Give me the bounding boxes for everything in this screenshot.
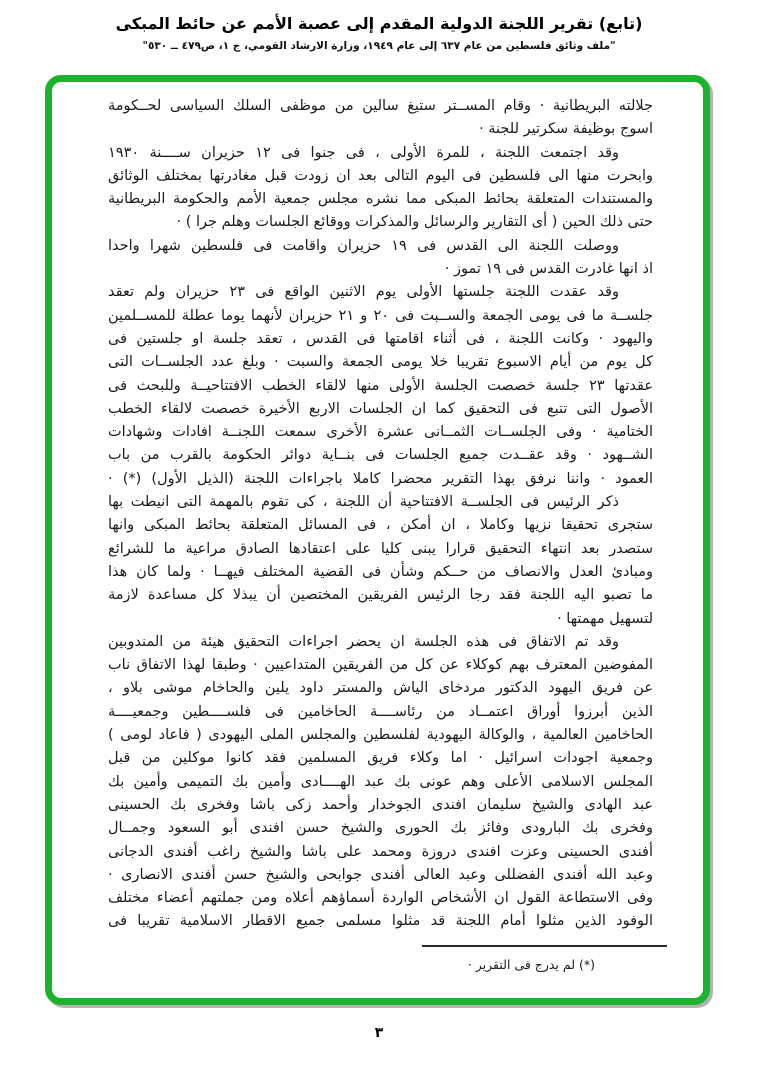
text-line: ما تصبو اليه اللجنة فقد رجا الرئيس الفريقين المختصين أن يبذلا كل مساعدة لازمة	[108, 587, 653, 604]
text-line: وابحرت منها الى فلسطين فى اليوم التالى بعد ان زودت قبل مغادرتها بمختلف الوثائق	[108, 167, 653, 184]
page-title: (تابع) تقرير اللجنة الدولية المقدم إلى عصبة الأمم عن حائط المبكى	[115, 14, 643, 33]
footnote: (*) لم يدرج فى التقرير ·	[467, 956, 595, 972]
paragraph	[108, 142, 653, 235]
text-line: كل يوم من أيام الاسبوع تقريبا خلا يومى الجمعة والسبت · وبلغ عدد الجلســات التى	[108, 354, 653, 371]
text-line: الذين أبرزوا أوراق اعتمــاد من رئاســــة الحاخامين فى فلســــطين وجمعيــــة	[108, 703, 653, 720]
text-line: وفى الاستطاعة القول ان الأشخاص الواردة أسماؤهم أعلاه ومن جملتهم أعضاء مختلف	[108, 890, 653, 907]
paragraph	[108, 631, 653, 934]
page-number: ٣	[374, 1025, 384, 1041]
paragraph-container	[108, 95, 653, 934]
text-line: وفخرى بك البارودى وفائز بك الحورى والشيخ حسن افندى أبو السعود وجمــال	[108, 820, 653, 837]
text-line: العمود · واننا نرفق بهذا التقرير محضرا كاملا باجراءات اللجنة (الذيل الأول) (*) ·	[108, 470, 653, 487]
paragraph	[108, 491, 653, 631]
text-line: عقدتها ٢٣ جلسة خصصت الجلسة الأولى منها لالقاء الخطب الافتتاحيــة وللبحث فى	[108, 377, 653, 394]
text-line: اسوج بوظيفة سكرتير للجنة ·	[479, 121, 653, 138]
page-header	[0, 0, 758, 52]
text-line: عن فريق اليهود الدكتور مردخاى الياش والمستر داود يلين والحاخام موشى بلاو ،	[108, 680, 653, 697]
text-line: جلالته البريطانية · وقام المســتر ستيغ سالين من موظفى السلك السياسى لحــكومة	[108, 98, 653, 114]
text-line: المفوضين المعترف بهم كوكلاء عن كل من الفريقين المتداعيين · وطبقا لهذا الاتفاق ناب	[108, 657, 653, 674]
text-line: المجلس الاسلامى الأعلى وهم عونى بك عبد الهــــادى وأمين بك التميمى وأمين بك	[108, 773, 653, 790]
text-line: ومبادئ العدل والانصاف من حــكم وشأن فى القضية المختلف فيهــا · ولما كان هذا	[108, 563, 653, 580]
text-line: وقد تم الاتفاق فى هذه الجلسة ان يحضر اجراءات التحقيق هيئة من المندوبين	[108, 633, 619, 650]
text-line: ووصلت اللجنة الى القدس فى ١٩ حزيران واقامت فى فلسطين شهرا واحدا	[108, 237, 619, 254]
text-line: وقد اجتمعت اللجنة ، للمرة الأولى ، فى جنوا فى ١٢ حزيران ســــنة ١٩٣٠	[108, 144, 620, 161]
footnote-divider	[422, 945, 667, 947]
text-line: والمستندات المتعلقة بحائط المبكى مما نشره مجلس جمعية الأمم والحكومة البريطانية	[108, 191, 653, 208]
source-citation: "ملف وثائق فلسطين من عام ٦٣٧ إلى عام ١٩٤٩، وزارة الارشاد القومي، ج ١، ص٤٧٩ ــ ٥٣٠"	[142, 40, 616, 52]
text-line: واليهود · وكانت اللجنة ، فى أثناء اقامتها فى القدس ، تعقد جلسة او جلستين فى	[108, 330, 653, 347]
document-body	[52, 82, 703, 998]
text-line: وجمعية اجودات اسرائيل · اما وكلاء فريق المسلمين فقد كانوا موكلين من قبل	[108, 750, 653, 767]
text-line: ذكر الرئيس فى الجلســة الافتتاحية أن اللجنة ، كى تقوم بالمهمة التى انيطت بها	[108, 494, 619, 511]
text-line: ستجرى تحقيقا نزيها وكاملا ، ان أمكن ، فى المسائل المتعلقة بحائط المبكى وانها	[108, 517, 653, 534]
paragraph	[108, 281, 653, 491]
text-line: جلســة ما فى يومى الجمعة والســبت فى ٢٠ و ٢١ حزيران لأنهما يوما عطلة للمســلمين	[108, 307, 653, 324]
text-line: وقد عقدت اللجنة جلستها الأولى يوم الاثنين الواقع فى ٢٣ حزيران ولم تعقد	[108, 284, 619, 301]
text-line: الختامية · وفى الجلســات الثمــانى عشرة الأخرى سمعت اللجنــة افادات وشهادات	[108, 424, 653, 441]
text-line: الأصول التى تتبع فى التحقيق كما ان الجلسات الاربع الأخيرة خصصت لالقاء الخطب	[108, 400, 653, 417]
paragraph	[108, 235, 653, 282]
green-document-frame	[45, 75, 710, 1005]
text-line: ستصدر بعد انتهاء التحقيق قرارا يبنى كليا على اعتقادها الصادق مراعية ما للشرائع	[108, 540, 653, 557]
text-line: اذ انها غادرت القدس فى ١٩ تموز ·	[444, 261, 653, 278]
text-line: الشــهود · وقد عقــدت جميع الجلسات فى بنــاية دوائر الحكومة بالقرب من باب	[108, 447, 653, 464]
text-line: عبد الهادى والشيخ سليمان افندى الجوخدار وأحمد زكى باشا وفخرى بك الحسينى	[108, 796, 653, 813]
text-line: لتسهيل مهمتها ·	[557, 610, 653, 627]
text-line: الحاخامين العالمية ، والوكالة اليهودية لفلسطين والمجلس الملى اليهودى ( فاعاد لومى )	[108, 727, 653, 744]
text-line: وعبد الله أفندى الفضللى وعبد العالى أفندى جوابحى والشيخ حسن أفندى الانصارى ·	[108, 866, 653, 883]
text-line: الوفود الذين مثلوا أمام اللجنة قد مثلوا مسلمى جميع الاقطار الاسلامية تقريبا فى	[108, 913, 653, 930]
text-line: أفندى الحسينى وعزت افندى دروزة ومحمد على باشا والشيخ راغب أفندى الدجانى	[108, 843, 653, 860]
paragraph	[108, 95, 653, 142]
text-line: حتى ذلك الحين ( أى التقارير والرسائل والمذكرات ووقائع الجلسات وهلم جرا ) ·	[176, 214, 653, 231]
